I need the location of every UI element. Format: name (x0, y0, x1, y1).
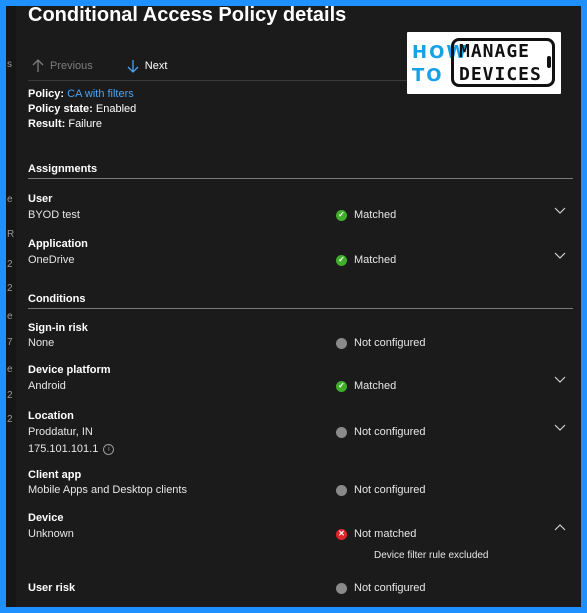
assignments-heading: Assignments (28, 163, 98, 175)
edge-char: 2 (7, 390, 13, 401)
check-icon: ✓ (336, 381, 347, 392)
row-label: Application (28, 238, 88, 250)
row-label: Sign-in risk (28, 322, 88, 334)
logo-how-text: HOW (412, 42, 469, 63)
edge-char: R (7, 229, 15, 240)
circle-icon (336, 583, 347, 594)
row-value: None (28, 337, 55, 349)
previous-label: Previous (50, 60, 93, 72)
row-value: Android (28, 380, 66, 392)
arrow-up-icon (32, 59, 44, 73)
row-label: User risk (28, 582, 76, 594)
status-text: Matched (354, 254, 397, 266)
status-text: Not configured (354, 337, 426, 349)
row-value: Mobile Apps and Desktop clients (28, 484, 187, 496)
policy-details-panel (6, 6, 581, 607)
row-label: User (28, 193, 53, 205)
logo-button-mark (547, 56, 551, 68)
policy-name-line (28, 88, 134, 100)
chevron-down-icon[interactable] (553, 420, 567, 434)
circle-icon (336, 427, 347, 438)
check-icon: ✓ (336, 255, 347, 266)
status-text: Not matched (354, 528, 417, 540)
chevron-up-icon[interactable] (553, 520, 567, 534)
row-label: Device (28, 512, 64, 524)
ip-address-line (28, 443, 114, 455)
row-value: Proddatur, IN (28, 426, 93, 438)
row-value: BYOD test (28, 209, 80, 221)
logo-manage-text: MANAGE (459, 41, 531, 62)
status-text: Matched (354, 380, 397, 392)
result-value: Failure (68, 118, 102, 130)
edge-char: s (7, 59, 12, 70)
edge-char: 2 (7, 414, 13, 425)
edge-char: e (7, 311, 13, 322)
policy-state-value: Enabled (95, 103, 137, 115)
check-icon: ✓ (336, 210, 347, 221)
status-text: Not configured (354, 582, 426, 594)
edge-char: 7 (7, 337, 13, 348)
next-label: Next (144, 60, 168, 72)
circle-icon (336, 485, 347, 496)
previous-button[interactable] (28, 57, 97, 75)
edge-char: e (7, 364, 13, 375)
ip-address: 175.101.101.1 (28, 443, 99, 455)
assignments-divider (28, 178, 573, 179)
edge-char: e (7, 194, 13, 205)
status-text: Not configured (354, 484, 426, 496)
status-badge (336, 426, 426, 438)
edge-char: 2 (7, 283, 13, 294)
logo-to-text: TO (412, 65, 444, 86)
chevron-down-icon[interactable] (553, 372, 567, 386)
policy-link[interactable]: CA with filters (67, 88, 134, 100)
circle-icon (336, 338, 347, 349)
status-badge (336, 484, 426, 496)
chevron-down-icon[interactable] (553, 203, 567, 217)
conditions-heading: Conditions (28, 293, 86, 305)
howtomanagedevices-logo (407, 32, 561, 94)
status-badge (336, 528, 416, 540)
background-edge-strip (6, 6, 16, 607)
row-value: OneDrive (28, 254, 75, 266)
result-label: Result: (28, 118, 66, 130)
device-filter-note: Device filter rule excluded (374, 550, 489, 561)
policy-label: Policy: (28, 88, 65, 100)
status-badge (336, 582, 426, 594)
nav-divider (28, 80, 426, 81)
row-label: Location (28, 410, 74, 422)
policy-state-label: Policy state: (28, 103, 93, 115)
error-icon: ✕ (336, 529, 347, 540)
navigation-bar (28, 54, 171, 78)
status-badge (336, 337, 426, 349)
row-label: Device platform (28, 364, 111, 376)
arrow-down-icon (127, 59, 139, 73)
status-badge (336, 254, 396, 266)
page-title: Conditional Access Policy details (28, 6, 347, 26)
info-icon[interactable]: i (103, 444, 114, 455)
status-text: Not configured (354, 426, 426, 438)
logo-devices-text: DEVICES (459, 64, 542, 85)
result-line (28, 118, 102, 130)
row-value: Unknown (28, 528, 74, 540)
status-badge (336, 209, 396, 221)
status-badge (336, 380, 396, 392)
edge-char: 2 (7, 259, 13, 270)
chevron-down-icon[interactable] (553, 248, 567, 262)
next-button[interactable] (123, 57, 172, 75)
conditions-divider (28, 308, 573, 309)
policy-state-line (28, 103, 136, 115)
status-text: Matched (354, 209, 397, 221)
row-label: Client app (28, 469, 82, 481)
